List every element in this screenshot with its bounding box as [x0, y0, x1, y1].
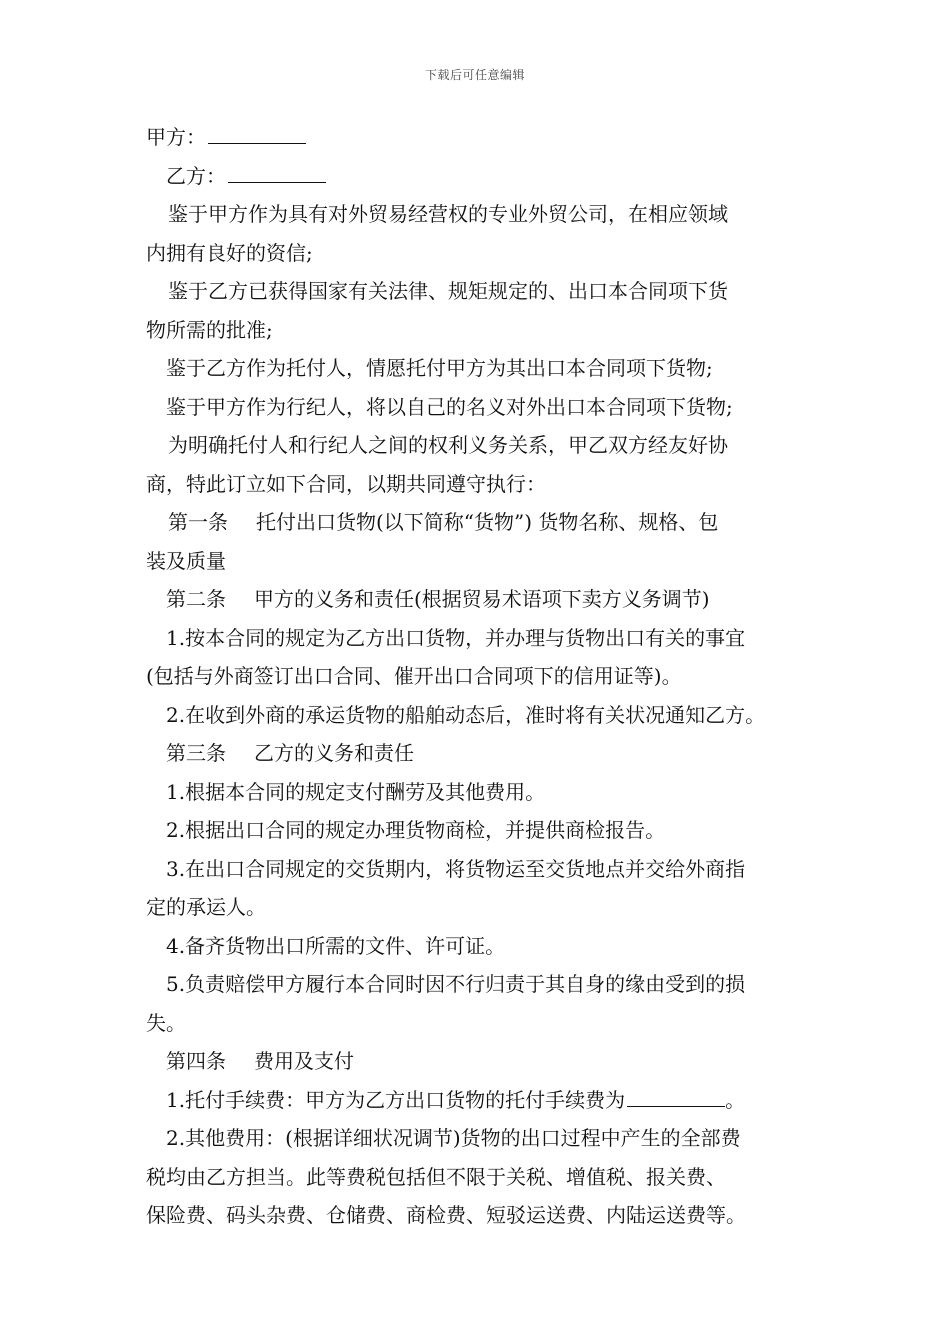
recital-1-line-1: 鉴于甲方作为具有对外贸易经营权的专业外贸公司，在相应领域	[168, 202, 728, 226]
recital-3-line-1: 鉴于乙方作为托付人，情愿托付甲方为其出口本合同项下货物;	[166, 356, 713, 380]
article-3-item-4-line-1: 4.备齐货物出口所需的文件、许可证。	[166, 933, 506, 958]
article-3-item-3-line-2: 定的承运人。	[146, 895, 266, 919]
party-a-line	[146, 118, 826, 157]
article-2-item-2-line-1: 2.在收到外商的承运货物的船舶动态后，准时将有关状况通知乙方。	[166, 702, 766, 727]
article-4-item-2-line-2: 税均由乙方担当。此等费税包括但不限于关税、增值税、报关费、	[146, 1164, 726, 1189]
article-1-title-line-2: 装及质量	[146, 548, 226, 573]
article-4-item-1-prefix: 1.托付手续费：甲方为乙方出口货物的托付手续费为	[166, 1087, 626, 1112]
contract-body	[146, 118, 826, 1235]
article-4-item-2-line-1: 2.其他费用：(根据详细状况调节)货物的出口过程中产生的全部费	[166, 1126, 741, 1150]
party-a-label: 甲方：	[146, 125, 206, 149]
article-2-item-1-line-2: (包括与外商签订出口合同、催开出口合同项下的信用证等)。	[146, 664, 682, 688]
article-4-heading	[146, 1042, 826, 1081]
article-3-number: 第三条	[166, 741, 226, 765]
recital-2-line-2: 物所需的批准;	[146, 317, 273, 342]
recital-5-line-1: 为明确托付人和行纪人之间的权利义务关系，甲乙双方经友好协	[168, 433, 728, 457]
recital-1-line-2: 内拥有良好的资信;	[146, 240, 313, 265]
article-3-item-5-line-1: 5.负责赔偿甲方履行本合同时因不行归责于其自身的缘由受到的损	[166, 972, 746, 996]
article-2-title: 甲方的义务和责任(根据贸易术语项下卖方义务调节)	[254, 587, 710, 611]
article-3-item-5-line-2: 失。	[146, 1010, 186, 1035]
article-3-heading	[146, 734, 826, 773]
party-b-label: 乙方：	[166, 163, 226, 188]
party-b-blank	[228, 162, 326, 183]
recital-5-line-2: 商，特此订立如下合同，以期共同遵守执行：	[146, 471, 546, 496]
recital-4-line-1: 鉴于甲方作为行纪人，将以自己的名义对外出口本合同项下货物;	[166, 394, 733, 419]
article-1-title: 托付出口货物(以下简称“货物”) 货物名称、规格、包	[256, 510, 719, 534]
article-3-item-2-line-1: 2.根据出口合同的规定办理货物商检，并提供商检报告。	[166, 818, 666, 842]
article-1-number: 第一条	[168, 510, 228, 534]
article-4-item-1-suffix: 。	[725, 1087, 746, 1112]
article-3-item-1-line-1: 1.根据本合同的规定支付酬劳及其他费用。	[166, 779, 546, 804]
article-4-number: 第四条	[166, 1049, 226, 1073]
article-2-item-1-line-1: 1.按本合同的规定为乙方出口货物，并办理与货物出口有关的事宜	[166, 625, 746, 650]
article-4-item-2-line-3: 保险费、码头杂费、仓储费、商检费、短驳运送费、内陆运送费等。	[146, 1203, 746, 1227]
article-4-title: 费用及支付	[254, 1049, 354, 1073]
article-3-item-3-line-1: 3.在出口合同规定的交货期内，将货物运至交货地点并交给外商指	[166, 856, 746, 881]
article-1-heading	[146, 503, 826, 542]
party-a-blank	[208, 123, 306, 144]
commission-fee-blank	[627, 1086, 725, 1107]
article-2-number: 第二条	[166, 587, 226, 611]
recital-2-line-1: 鉴于乙方已获得国家有关法律、规矩规定的、出口本合同项下货	[168, 279, 728, 303]
party-b-line	[146, 157, 826, 196]
header-note: 下载后可任意编辑	[424, 68, 525, 82]
article-4-item-1-line-1	[146, 1081, 826, 1120]
article-2-heading	[146, 580, 826, 619]
article-3-title: 乙方的义务和责任	[254, 741, 414, 765]
